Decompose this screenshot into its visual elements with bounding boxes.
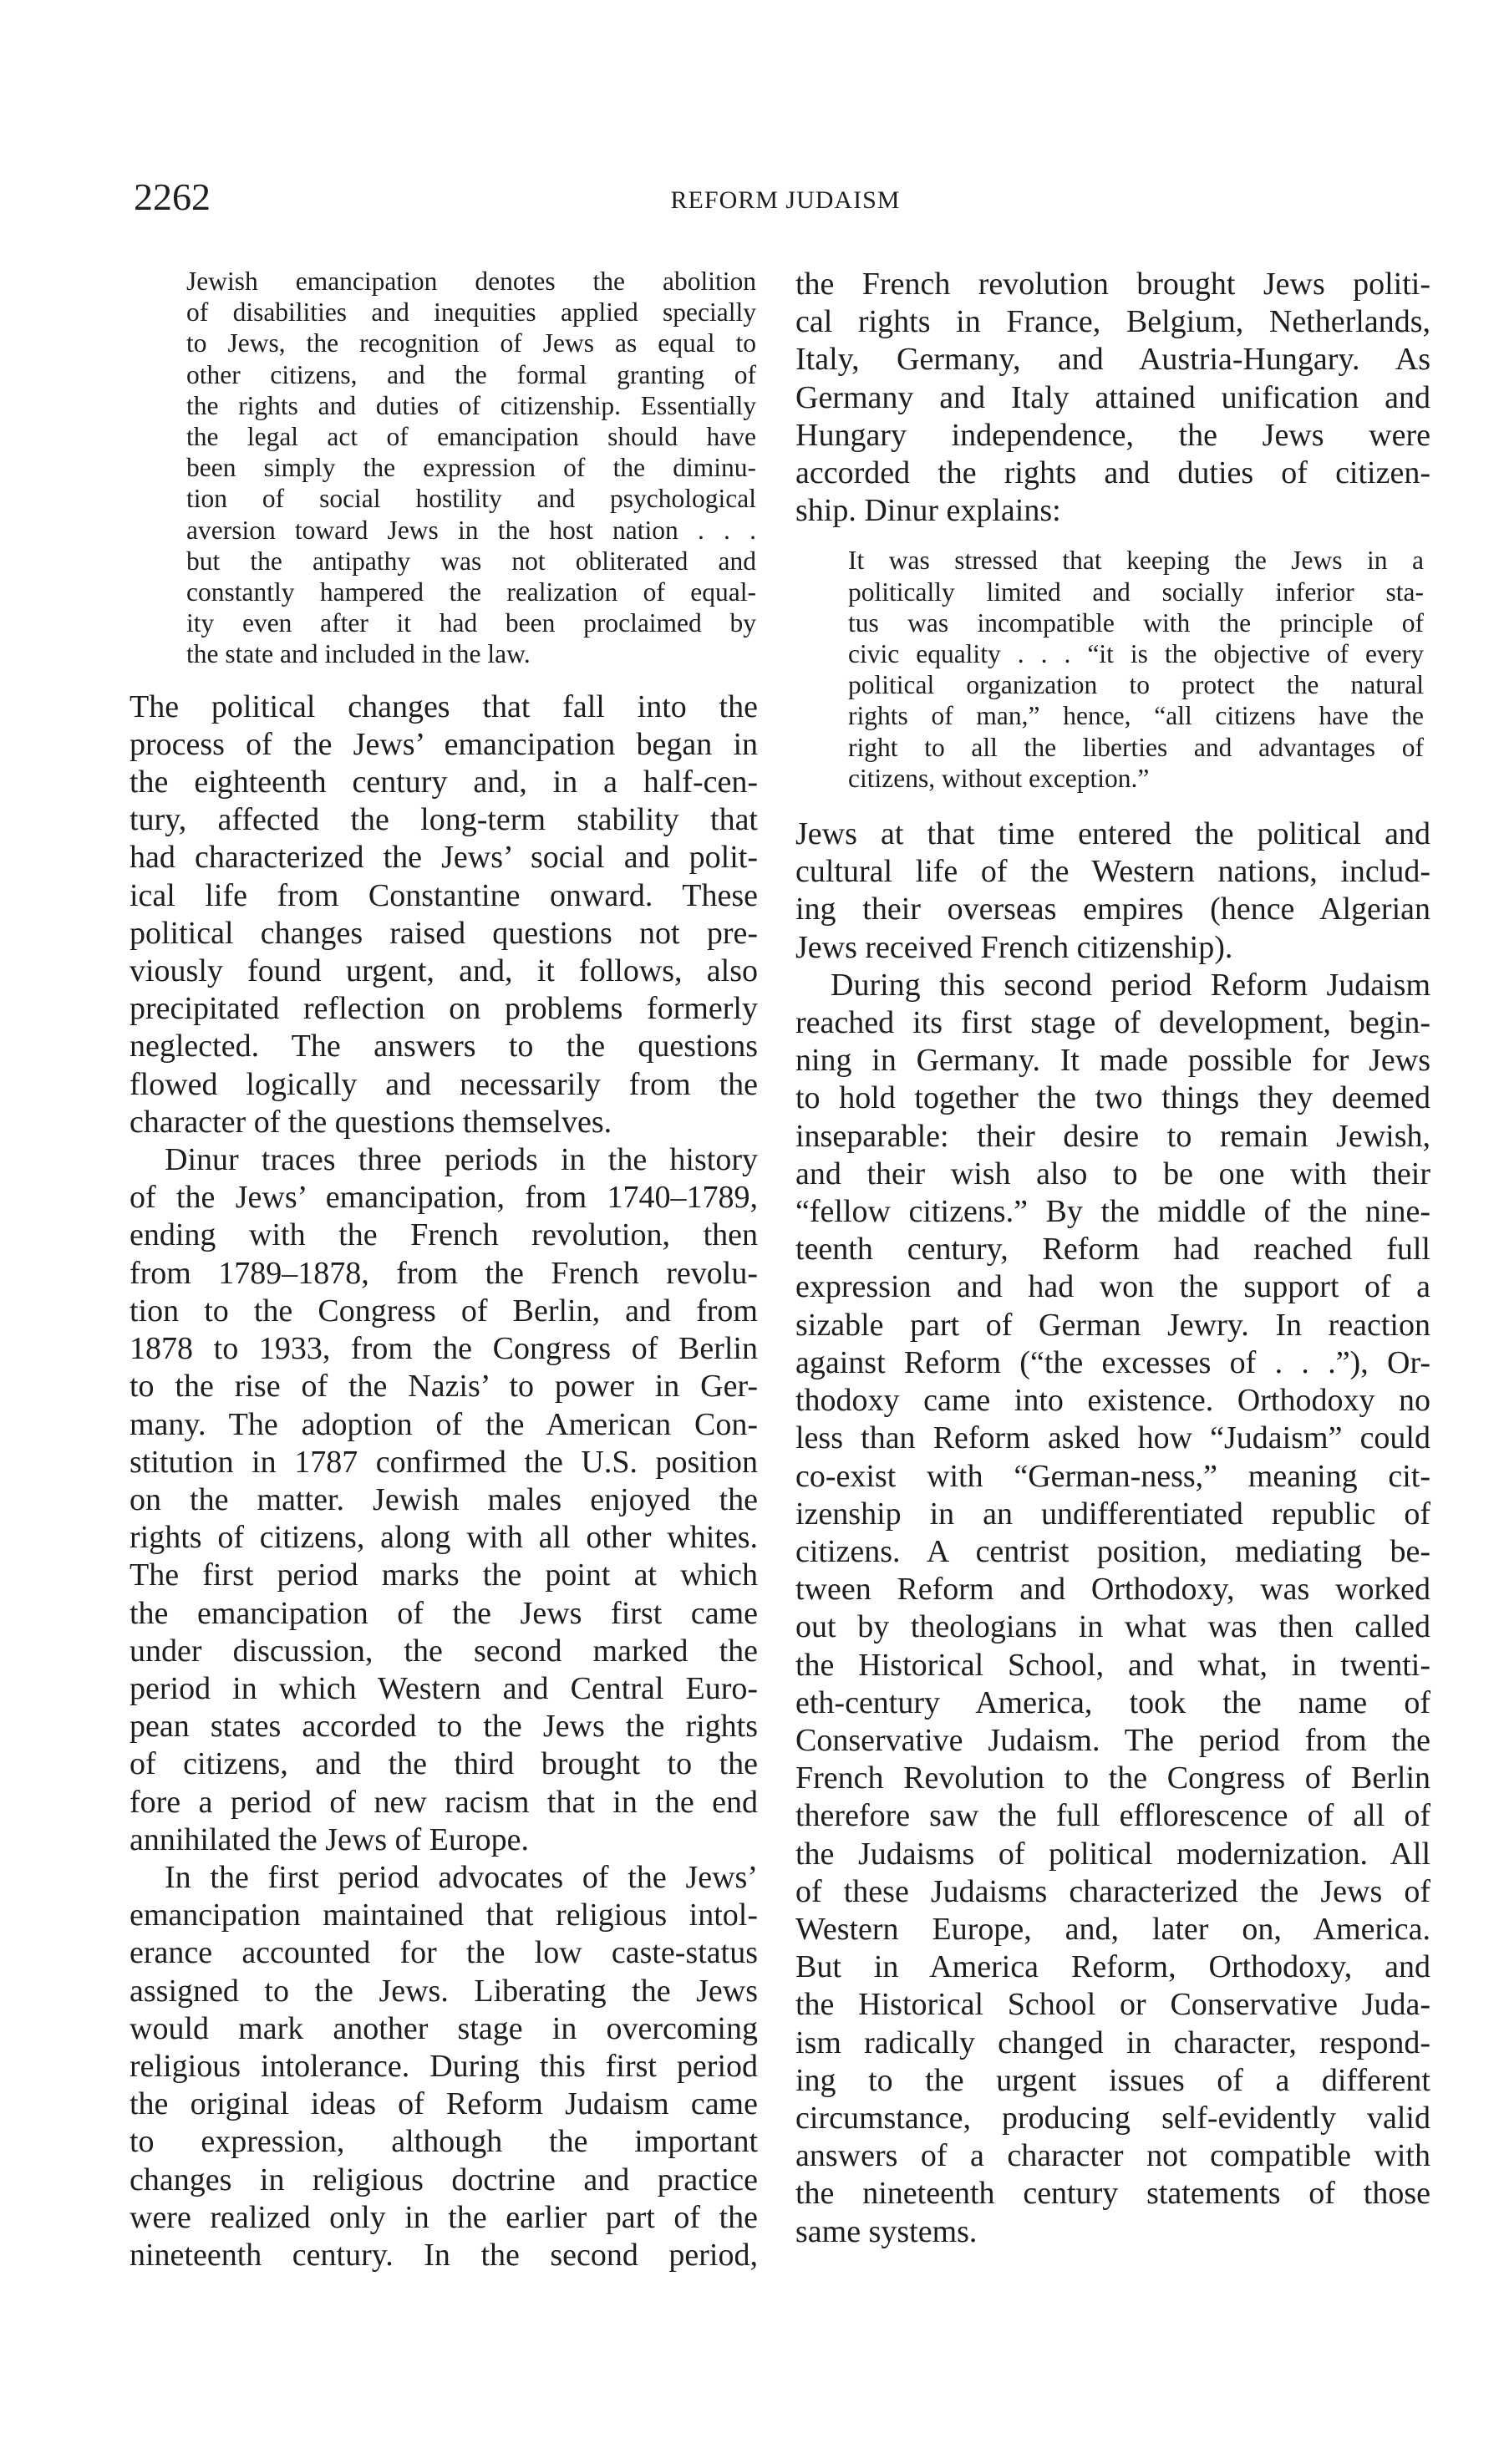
- text-line: character of the questions themselves.: [130, 1104, 612, 1140]
- text-line: tion of social hostility and psychological: [186, 484, 756, 514]
- text-line: of citizens, and the third brought to the: [130, 1746, 758, 1782]
- text-line: out by theologians in what was then called: [795, 1609, 1430, 1645]
- left-column: [130, 266, 758, 2274]
- text-line: religious intolerance. During this first period: [130, 2048, 758, 2084]
- text-line: nineteenth century. In the second period,: [130, 2237, 758, 2273]
- text-line: neglected. The answers to the questions: [130, 1029, 758, 1064]
- text-line: aversion toward Jews in the host nation . . .: [186, 515, 756, 545]
- text-line: Western Europe, and, later on, America.: [795, 1911, 1430, 1947]
- text-line: fore a period of new racism that in the end: [130, 1784, 758, 1820]
- text-line: of disabilities and inequities applied specially: [186, 297, 756, 328]
- text-line: Germany and Italy attained unification and: [795, 379, 1430, 415]
- text-line: civic equality . . . “it is the objective of every: [848, 639, 1424, 669]
- text-line: viously found urgent, and, it follows, also: [130, 953, 758, 989]
- text-line: teenth century, Reform had reached full: [795, 1232, 1430, 1268]
- text-line: emancipation maintained that religious intol-: [130, 1898, 758, 1933]
- text-line: citizens. A centrist position, mediating be-: [795, 1533, 1430, 1569]
- text-line: to Jews, the recognition of Jews as equal to: [186, 328, 756, 358]
- text-line: to the rise of the Nazis’ to power in Ger-: [130, 1369, 758, 1405]
- text-line: rights of man,” hence, “all citizens have the: [848, 701, 1424, 731]
- text-line: erance accounted for the low caste-status: [130, 1935, 758, 1971]
- text-line: But in America Reform, Orthodoxy, and: [795, 1949, 1430, 1985]
- text-line: Jews at that time entered the political and: [795, 816, 1430, 852]
- text-line: In the first period advocates of the Jews’: [165, 1859, 758, 1895]
- text-line: of these Judaisms characterized the Jews of: [795, 1873, 1430, 1909]
- text-line: assigned to the Jews. Liberating the Jews: [130, 1973, 758, 2009]
- text-line: cal rights in France, Belgium, Netherlands,: [795, 304, 1430, 340]
- text-line: process of the Jews’ emancipation began in: [130, 726, 758, 762]
- text-line: less than Reform asked how “Judaism” could: [795, 1420, 1430, 1456]
- running-head: REFORM JUDAISM: [670, 186, 901, 214]
- text-line: stitution in 1787 confirmed the U.S. position: [130, 1444, 758, 1480]
- text-line: answers of a character not compatible with: [795, 2138, 1430, 2174]
- text-line: Jewish emancipation denotes the abolition: [186, 267, 756, 296]
- text-line: tury, affected the long-term stability that: [130, 802, 758, 838]
- page-number: 2262: [134, 175, 211, 218]
- text-line: inseparable: their desire to remain Jewish,: [795, 1118, 1430, 1154]
- text-line: Jews received French citizenship).: [795, 929, 1233, 965]
- paragraph-dinur-three-periods: [130, 1141, 758, 1859]
- text-line: ship. Dinur explains:: [795, 493, 1061, 529]
- text-line: the eighteenth century and, in a half-cen-: [130, 765, 758, 800]
- paragraph-first-period: [130, 1859, 758, 2274]
- text-line: political organization to protect the natural: [848, 670, 1424, 700]
- text-line: many. The adoption of the American Con-: [130, 1406, 758, 1442]
- text-line: the rights and duties of citizenship. Essentially: [186, 390, 756, 420]
- text-line: constantly hampered the realization of equal-: [186, 577, 756, 607]
- text-line: been simply the expression of the diminu-: [186, 453, 756, 483]
- text-line: the French revolution brought Jews politi-: [795, 267, 1430, 302]
- text-line: accorded the rights and duties of citizen-: [795, 455, 1430, 491]
- text-line: political changes raised questions not pre-: [130, 915, 758, 951]
- block-quote-emancipation-definition: [186, 266, 756, 670]
- text-line: against Reform (“the excesses of . . .”), Or-: [795, 1344, 1430, 1380]
- text-line: the legal act of emancipation should have: [186, 422, 756, 452]
- text-line: the original ideas of Reform Judaism came: [130, 2086, 758, 2122]
- text-line: circumstance, producing self-evidently valid: [795, 2100, 1430, 2136]
- text-line: therefore saw the full efflorescence of all of: [795, 1798, 1430, 1834]
- text-line: annihilated the Jews of Europe.: [130, 1821, 530, 1857]
- text-line: ning in Germany. It made possible for Jews: [795, 1043, 1430, 1079]
- text-line: reached its first stage of development, begin-: [795, 1005, 1430, 1041]
- text-line: of the Jews’ emancipation, from 1740–1789,: [130, 1180, 758, 1216]
- text-line: co-exist with “German-ness,” meaning cit-: [795, 1458, 1430, 1494]
- text-line: the Historical School, and what, in twenti-: [795, 1647, 1430, 1683]
- text-line: had characterized the Jews’ social and polit-: [130, 840, 758, 876]
- text-line: rights of citizens, along with all other whites.: [130, 1520, 758, 1556]
- text-line: Hungary independence, the Jews were: [795, 417, 1430, 453]
- text-line: Conservative Judaism. The period from the: [795, 1722, 1430, 1758]
- text-line: Italy, Germany, and Austria-Hungary. As: [795, 342, 1430, 378]
- text-line: same systems.: [795, 2213, 978, 2249]
- text-line: pean states accorded to the Jews the rights: [130, 1709, 758, 1745]
- text-line: to expression, although the important: [130, 2124, 758, 2160]
- paragraph-western-nations: [795, 815, 1430, 967]
- text-line: the emancipation of the Jews first came: [130, 1595, 758, 1631]
- text-line: ical life from Constantine onward. These: [130, 877, 758, 913]
- text-line: precipitated reflection on problems formerly: [130, 991, 758, 1027]
- text-line: cultural life of the Western nations, includ-: [795, 854, 1430, 890]
- text-line: citizens, without exception.”: [848, 763, 1150, 793]
- text-line: tween Reform and Orthodoxy, was worked: [795, 1572, 1430, 1608]
- text-line: politically limited and socially inferior sta-: [848, 577, 1424, 607]
- text-line: French Revolution to the Congress of Berlin: [795, 1760, 1430, 1796]
- text-line: the nineteenth century statements of those: [795, 2176, 1430, 2212]
- text-line: eth-century America, took the name of: [795, 1684, 1430, 1720]
- text-line: 1878 to 1933, from the Congress of Berlin: [130, 1331, 758, 1367]
- text-line: sizable part of German Jewry. In reaction: [795, 1307, 1430, 1343]
- text-line: period in which Western and Central Euro-: [130, 1670, 758, 1706]
- text-line: the state and included in the law.: [186, 639, 531, 669]
- paragraph-french-revolution: [795, 266, 1430, 530]
- text-line: It was stressed that keeping the Jews in a: [848, 546, 1424, 576]
- text-line: other citizens, and the formal granting of: [186, 359, 756, 389]
- paragraph-political-changes: [130, 688, 758, 1141]
- text-line: The political changes that fall into the: [130, 688, 758, 724]
- text-line: and their wish also to be one with their: [795, 1156, 1430, 1191]
- text-line: from 1789–1878, from the French revolu-: [130, 1255, 758, 1291]
- text-line: Dinur traces three periods in the history: [165, 1142, 758, 1178]
- text-line: “fellow citizens.” By the middle of the nine-: [795, 1194, 1430, 1230]
- text-line: ity even after it had been proclaimed by: [186, 608, 756, 638]
- text-line: would mark another stage in overcoming: [130, 2010, 758, 2046]
- text-line: The first period marks the point at which: [130, 1557, 758, 1593]
- text-line: thodoxy came into existence. Orthodoxy no: [795, 1383, 1430, 1419]
- text-line: ending with the French revolution, then: [130, 1217, 758, 1253]
- text-line: the Historical School or Conservative Juda-: [795, 1987, 1430, 2023]
- text-line: were realized only in the earlier part of the: [130, 2199, 758, 2235]
- text-line: to hold together the two things they deemed: [795, 1080, 1430, 1116]
- text-line: tus was incompatible with the principle of: [848, 607, 1424, 638]
- text-line: on the matter. Jewish males enjoyed the: [130, 1481, 758, 1517]
- text-line: tion to the Congress of Berlin, and from: [130, 1293, 758, 1329]
- text-line: the Judaisms of political modernization. All: [795, 1836, 1430, 1872]
- text-line: ism radically changed in character, respond-: [795, 2025, 1430, 2060]
- paragraph-second-period: [795, 967, 1430, 2251]
- text-line: izenship in an undifferentiated republic of: [795, 1496, 1430, 1532]
- text-line: flowed logically and necessarily from the: [130, 1066, 758, 1102]
- text-line: right to all the liberties and advantages of: [848, 732, 1424, 762]
- right-column: [795, 266, 1430, 2251]
- text-line: ing to the urgent issues of a different: [795, 2062, 1430, 2098]
- text-line: ing their overseas empires (hence Algerian: [795, 892, 1430, 927]
- block-quote-dinur: [848, 545, 1424, 794]
- text-line: changes in religious doctrine and practice: [130, 2162, 758, 2197]
- text-line: under discussion, the second marked the: [130, 1633, 758, 1669]
- text-line: expression and had won the support of a: [795, 1269, 1430, 1305]
- text-line: but the antipathy was not obliterated and: [186, 546, 756, 576]
- text-line: During this second period Reform Judaism: [831, 967, 1430, 1003]
